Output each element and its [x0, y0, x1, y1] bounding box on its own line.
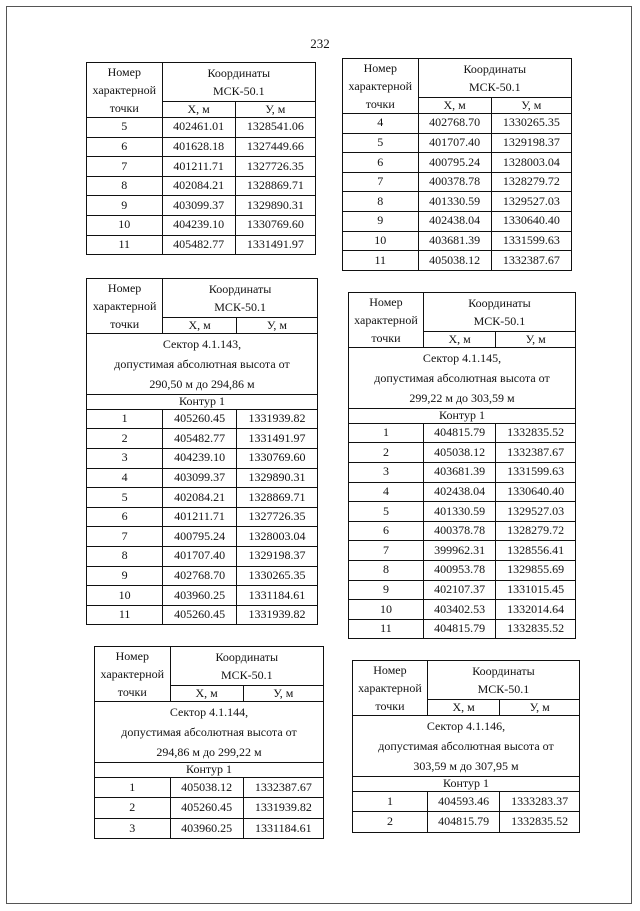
y-coordinate-cell: 1331939.82 — [243, 798, 323, 819]
x-coordinate-cell: 403681.39 — [423, 462, 495, 482]
y-coordinate-cell: 1327726.35 — [236, 507, 317, 527]
y-coordinate-cell: 1332014.64 — [496, 600, 576, 620]
coords-table-1 — [86, 62, 316, 255]
sector-row — [95, 702, 324, 763]
coords-table-sector-4-1-145 — [348, 292, 576, 639]
table-header-row — [353, 661, 580, 700]
point-number-cell: 1 — [349, 423, 424, 443]
y-column-header: У, м — [236, 318, 317, 334]
text-line: Координаты — [215, 650, 279, 665]
x-column-header: Х, м — [170, 686, 243, 702]
table-row — [349, 619, 576, 639]
point-number-header — [87, 279, 163, 334]
x-coordinate-cell: 404815.79 — [423, 619, 495, 639]
x-coordinate-cell: 405260.45 — [163, 409, 237, 429]
text-line: Номер — [107, 281, 142, 295]
text-line: характерной — [92, 83, 157, 97]
y-coordinate-cell: 1328003.04 — [491, 153, 571, 173]
point-number-header — [95, 647, 171, 702]
contour-row — [95, 763, 324, 778]
y-coordinate-cell: 1331599.63 — [496, 462, 576, 482]
point-number-cell: 5 — [87, 118, 163, 138]
table-row — [95, 798, 324, 819]
x-coordinate-cell: 400378.78 — [423, 521, 495, 541]
x-coordinate-cell: 405482.77 — [163, 429, 237, 449]
coords-table-sector-4-1-146 — [352, 660, 580, 833]
x-coordinate-cell: 402768.70 — [163, 566, 237, 586]
y-coordinate-cell: 1329198.37 — [236, 546, 317, 566]
x-coordinate-cell: 403681.39 — [418, 231, 491, 251]
x-coordinate-cell: 403960.25 — [163, 586, 237, 606]
x-coordinate-cell: 402438.04 — [423, 482, 495, 502]
x-coordinate-cell: 401211.71 — [163, 507, 237, 527]
table-row — [349, 423, 576, 443]
point-number-cell: 4 — [343, 114, 419, 134]
y-coordinate-cell: 1332835.52 — [500, 812, 580, 833]
x-column-header: Х, м — [427, 700, 499, 716]
point-number-cell: 6 — [87, 137, 163, 157]
text-line: МСК-50.1 — [473, 314, 526, 329]
sector-description — [353, 716, 580, 777]
y-coordinate-cell: 1330769.60 — [235, 215, 315, 235]
y-coordinate-cell: 1330640.40 — [496, 482, 576, 502]
table-row — [343, 114, 572, 134]
y-coordinate-cell: 1331939.82 — [236, 605, 317, 625]
table-row — [349, 600, 576, 620]
x-coordinate-cell: 399962.31 — [423, 541, 495, 561]
text-line: Координаты — [207, 66, 271, 81]
table-row — [343, 231, 572, 251]
table-row — [349, 462, 576, 482]
contour-label: Контур 1 — [349, 409, 576, 424]
coordinates-header — [427, 661, 579, 700]
text-line: точки — [365, 97, 395, 111]
x-coordinate-cell: 403402.53 — [423, 600, 495, 620]
table-row — [353, 812, 580, 833]
coordinates-header — [418, 59, 571, 98]
x-coordinate-cell: 401330.59 — [418, 192, 491, 212]
y-coordinate-cell: 1333283.37 — [500, 791, 580, 812]
point-number-cell: 11 — [349, 619, 424, 639]
y-coordinate-cell: 1331491.97 — [236, 429, 317, 449]
text-line: Координаты — [472, 664, 535, 679]
y-column-header: У, м — [243, 686, 323, 702]
point-number-cell: 4 — [349, 482, 424, 502]
table-row — [87, 157, 316, 177]
y-coordinate-cell: 1331015.45 — [496, 580, 576, 600]
table-header-row — [87, 63, 316, 102]
x-coordinate-cell: 402084.21 — [163, 488, 237, 508]
text-line: Сектор 4.1.146, — [426, 719, 506, 733]
table-row — [87, 448, 318, 468]
table-row — [87, 566, 318, 586]
x-column-header: Х, м — [418, 98, 491, 114]
table-row — [87, 507, 318, 527]
table-row — [87, 468, 318, 488]
point-number-cell: 7 — [343, 172, 419, 192]
coordinates-header — [423, 293, 575, 332]
text-line: МСК-50.1 — [477, 682, 530, 697]
table-header-row — [87, 279, 318, 318]
point-number-cell: 8 — [87, 176, 163, 196]
table-row — [87, 137, 316, 157]
x-coordinate-cell: 405038.12 — [423, 443, 495, 463]
table-row — [95, 777, 324, 798]
x-column-header: Х, м — [162, 102, 235, 118]
point-number-cell: 9 — [343, 211, 419, 231]
y-column-header: У, м — [235, 102, 315, 118]
table-row — [87, 215, 316, 235]
y-coordinate-cell: 1328279.72 — [496, 521, 576, 541]
point-number-cell: 5 — [343, 133, 419, 153]
point-number-cell: 8 — [87, 546, 163, 566]
coords-table-sector-4-1-143 — [86, 278, 318, 625]
text-line: характерной — [92, 299, 157, 313]
contour-label: Контур 1 — [87, 395, 318, 410]
point-number-cell: 9 — [87, 566, 163, 586]
table-row — [349, 502, 576, 522]
table-row — [87, 605, 318, 625]
y-column-header: У, м — [500, 700, 580, 716]
point-number-cell: 9 — [349, 580, 424, 600]
table-row — [349, 482, 576, 502]
text-line: Номер — [369, 295, 403, 309]
y-coordinate-cell: 1329527.03 — [496, 502, 576, 522]
point-number-cell: 3 — [349, 462, 424, 482]
x-coordinate-cell: 400378.78 — [418, 172, 491, 192]
text-line: точки — [117, 685, 147, 699]
y-coordinate-cell: 1329527.03 — [491, 192, 571, 212]
x-coordinate-cell: 404815.79 — [423, 423, 495, 443]
table-row — [87, 488, 318, 508]
table-row — [87, 176, 316, 196]
text-line: Координаты — [463, 62, 527, 77]
table-row — [353, 791, 580, 812]
sector-row — [349, 348, 576, 409]
point-number-cell: 5 — [349, 502, 424, 522]
text-line: Номер — [373, 663, 407, 677]
y-coordinate-cell: 1331599.63 — [491, 231, 571, 251]
y-coordinate-cell: 1327726.35 — [235, 157, 315, 177]
x-coordinate-cell: 405260.45 — [170, 798, 243, 819]
text-line: Сектор 4.1.145, — [422, 351, 502, 365]
y-column-header: У, м — [491, 98, 571, 114]
point-number-cell: 3 — [87, 448, 163, 468]
y-coordinate-cell: 1331939.82 — [236, 409, 317, 429]
y-coordinate-cell: 1329890.31 — [236, 468, 317, 488]
x-coordinate-cell: 405038.12 — [170, 777, 243, 798]
table-row — [87, 586, 318, 606]
text-line: Сектор 4.1.143, — [162, 337, 242, 351]
point-number-cell: 6 — [349, 521, 424, 541]
x-coordinate-cell: 401211.71 — [162, 157, 235, 177]
x-coordinate-cell: 400795.24 — [418, 153, 491, 173]
point-number-cell: 10 — [87, 586, 163, 606]
x-coordinate-cell: 402084.21 — [162, 176, 235, 196]
text-line: Номер — [107, 65, 141, 79]
point-number-cell: 10 — [87, 215, 163, 235]
text-line: МСК-50.1 — [212, 84, 265, 99]
table-header-row — [349, 293, 576, 332]
y-coordinate-cell: 1332387.67 — [496, 443, 576, 463]
table-row — [87, 196, 316, 216]
x-coordinate-cell: 404239.10 — [162, 215, 235, 235]
coordinates-header — [163, 279, 318, 318]
point-number-cell: 4 — [87, 468, 163, 488]
y-coordinate-cell: 1332835.52 — [496, 619, 576, 639]
point-number-cell: 2 — [353, 812, 428, 833]
sector-row — [353, 716, 580, 777]
point-number-cell: 11 — [343, 251, 419, 271]
point-number-cell: 6 — [87, 507, 163, 527]
coords-table-sector-4-1-144 — [94, 646, 324, 839]
point-number-cell: 1 — [87, 409, 163, 429]
x-coordinate-cell: 400795.24 — [163, 527, 237, 547]
x-coordinate-cell: 402461.01 — [162, 118, 235, 138]
y-coordinate-cell: 1331184.61 — [243, 818, 323, 839]
y-coordinate-cell: 1330640.40 — [491, 211, 571, 231]
table-row — [87, 118, 316, 138]
point-number-cell: 2 — [87, 429, 163, 449]
x-coordinate-cell: 404593.46 — [427, 791, 499, 812]
y-coordinate-cell: 1332835.52 — [496, 423, 576, 443]
text-line: 294,86 м до 299,22 м — [156, 745, 262, 759]
contour-label: Контур 1 — [353, 777, 580, 792]
x-coordinate-cell: 403099.37 — [162, 196, 235, 216]
table-row — [87, 546, 318, 566]
x-coordinate-cell: 404815.79 — [427, 812, 499, 833]
sector-description — [349, 348, 576, 409]
point-number-cell: 9 — [87, 196, 163, 216]
y-coordinate-cell: 1329198.37 — [491, 133, 571, 153]
y-coordinate-cell: 1328556.41 — [496, 541, 576, 561]
table-row — [87, 429, 318, 449]
x-coordinate-cell: 401707.40 — [418, 133, 491, 153]
table-row — [343, 172, 572, 192]
x-coordinate-cell: 402107.37 — [423, 580, 495, 600]
x-column-header: Х, м — [423, 332, 495, 348]
text-line: Сектор 4.1.144, — [169, 705, 249, 719]
y-coordinate-cell: 1328869.71 — [235, 176, 315, 196]
point-number-cell: 11 — [87, 235, 163, 255]
text-line: допустимая абсолютная высота от — [114, 357, 290, 371]
x-column-header: Х, м — [163, 318, 237, 334]
point-number-cell: 11 — [87, 605, 163, 625]
x-coordinate-cell: 402438.04 — [418, 211, 491, 231]
text-line: Координаты — [468, 296, 531, 311]
contour-row — [87, 395, 318, 410]
x-coordinate-cell: 403960.25 — [170, 818, 243, 839]
table-row — [343, 133, 572, 153]
y-coordinate-cell: 1329855.69 — [496, 560, 576, 580]
point-number-header — [87, 63, 163, 118]
text-line: точки — [109, 101, 139, 115]
point-number-cell: 5 — [87, 488, 163, 508]
x-coordinate-cell: 403099.37 — [163, 468, 237, 488]
y-column-header: У, м — [496, 332, 576, 348]
point-number-header — [343, 59, 419, 114]
text-line: допустимая абсолютная высота от — [378, 739, 554, 753]
table-row — [343, 192, 572, 212]
y-coordinate-cell: 1332387.67 — [243, 777, 323, 798]
point-number-cell: 7 — [87, 527, 163, 547]
y-coordinate-cell: 1329890.31 — [235, 196, 315, 216]
x-coordinate-cell: 404239.10 — [163, 448, 237, 468]
point-number-cell: 2 — [95, 798, 171, 819]
table-row — [87, 527, 318, 547]
sector-description — [87, 334, 318, 395]
table-row — [349, 580, 576, 600]
coordinates-header — [170, 647, 323, 686]
table-row — [87, 409, 318, 429]
coords-table-2 — [342, 58, 572, 271]
x-coordinate-cell: 401628.18 — [162, 137, 235, 157]
point-number-cell: 8 — [343, 192, 419, 212]
sector-description — [95, 702, 324, 763]
text-line: точки — [371, 331, 401, 345]
point-number-header — [349, 293, 424, 348]
point-number-cell: 10 — [349, 600, 424, 620]
text-line: Номер — [363, 61, 397, 75]
page-number: 232 — [310, 36, 330, 51]
text-line: характерной — [354, 313, 418, 327]
y-coordinate-cell: 1327449.66 — [235, 137, 315, 157]
table-header-row — [343, 59, 572, 98]
text-line: точки — [375, 699, 405, 713]
text-line: 303,59 м до 307,95 м — [413, 759, 519, 773]
y-coordinate-cell: 1331184.61 — [236, 586, 317, 606]
y-coordinate-cell: 1332387.67 — [491, 251, 571, 271]
coordinates-header — [162, 63, 315, 102]
table-row — [349, 521, 576, 541]
text-line: характерной — [358, 681, 422, 695]
point-number-cell: 1 — [353, 791, 428, 812]
text-line: характерной — [348, 79, 413, 93]
x-coordinate-cell: 405038.12 — [418, 251, 491, 271]
point-number-cell: 10 — [343, 231, 419, 251]
text-line: точки — [110, 317, 140, 331]
point-number-cell: 6 — [343, 153, 419, 173]
table-row — [349, 541, 576, 561]
table-row — [95, 818, 324, 839]
y-coordinate-cell: 1331491.97 — [235, 235, 315, 255]
y-coordinate-cell: 1328279.72 — [491, 172, 571, 192]
table-header-row — [95, 647, 324, 686]
y-coordinate-cell: 1330769.60 — [236, 448, 317, 468]
x-coordinate-cell: 401330.59 — [423, 502, 495, 522]
table-row — [343, 211, 572, 231]
contour-label: Контур 1 — [95, 763, 324, 778]
y-coordinate-cell: 1328869.71 — [236, 488, 317, 508]
text-line: характерной — [100, 667, 165, 681]
x-coordinate-cell: 405260.45 — [163, 605, 237, 625]
x-coordinate-cell: 405482.77 — [162, 235, 235, 255]
y-coordinate-cell: 1330265.35 — [236, 566, 317, 586]
table-row — [349, 443, 576, 463]
table-row — [343, 153, 572, 173]
contour-row — [353, 777, 580, 792]
table-row — [87, 235, 316, 255]
point-number-cell: 2 — [349, 443, 424, 463]
point-number-cell: 8 — [349, 560, 424, 580]
point-number-cell: 1 — [95, 777, 171, 798]
text-line: допустимая абсолютная высота от — [374, 371, 550, 385]
x-coordinate-cell: 401707.40 — [163, 546, 237, 566]
contour-row — [349, 409, 576, 424]
y-coordinate-cell: 1328003.04 — [236, 527, 317, 547]
point-number-cell: 7 — [87, 157, 163, 177]
text-line: Номер — [115, 649, 149, 663]
point-number-header — [353, 661, 428, 716]
sector-row — [87, 334, 318, 395]
text-line: 299,22 м до 303,59 м — [409, 391, 515, 405]
table-row — [343, 251, 572, 271]
text-line: МСК-50.1 — [220, 668, 273, 683]
text-line: 290,50 м до 294,86 м — [149, 377, 255, 391]
text-line: Координаты — [208, 282, 272, 297]
text-line: МСК-50.1 — [468, 80, 521, 95]
point-number-cell: 7 — [349, 541, 424, 561]
point-number-cell: 3 — [95, 818, 171, 839]
y-coordinate-cell: 1330265.35 — [491, 114, 571, 134]
y-coordinate-cell: 1328541.06 — [235, 118, 315, 138]
table-row — [349, 560, 576, 580]
text-line: допустимая абсолютная высота от — [121, 725, 297, 739]
x-coordinate-cell: 402768.70 — [418, 114, 491, 134]
x-coordinate-cell: 400953.78 — [423, 560, 495, 580]
text-line: МСК-50.1 — [214, 300, 266, 315]
